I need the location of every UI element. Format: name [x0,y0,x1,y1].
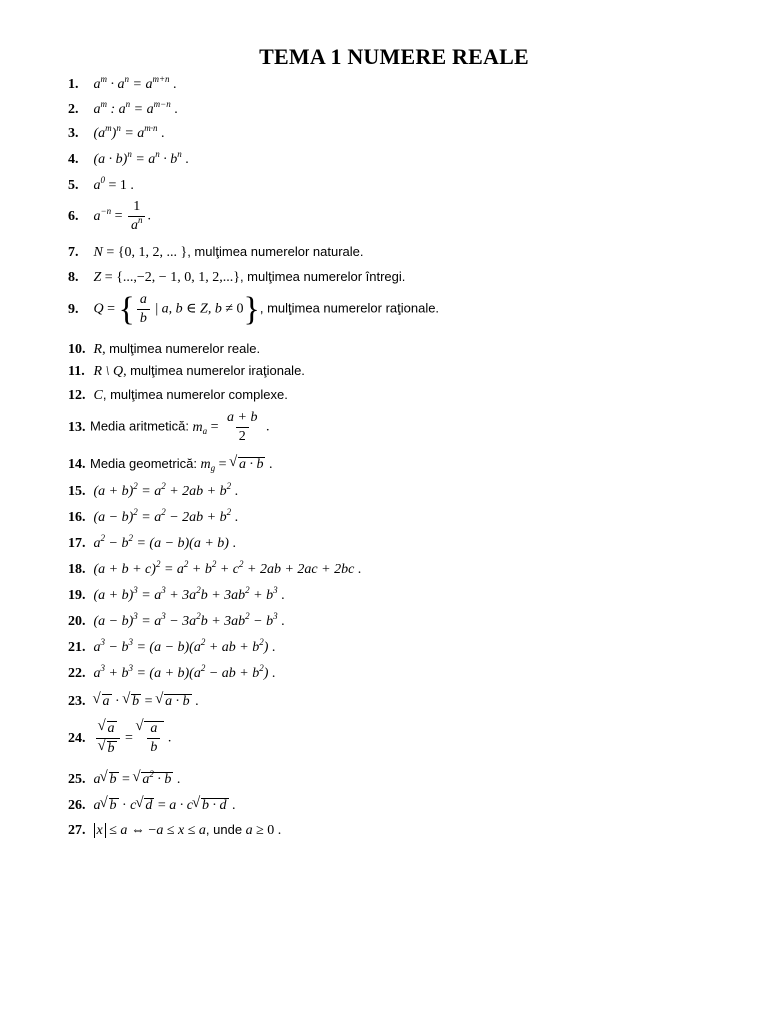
item-number: 4. [68,152,79,167]
formula-6: 6. $a^{-n}$ = $\frac{1}{a^n}$ . [68,199,151,233]
formula-8: 8. Z = {...,−2, − 1, 0, 1, 2,...}, mulţimea numerelor întregi. [68,269,406,285]
formula-3: 3. $(a^m)^n = a^{m\cdot n}$ . [68,123,165,141]
item-number: 24. [68,730,86,746]
item-text: , mulţimea numerelor complexe. [102,387,288,402]
item-number: 18. [68,562,86,577]
item-number: 19. [68,588,86,603]
formula-18: 18. $(a + b + c)^2 = a^2 + b^2 + c^2 + 2ab + 2ac + 2bc$ . [68,559,362,577]
item-number: 3. [68,126,79,141]
item-number: 26. [68,798,86,813]
formula-11: 11. R \ Q, mulţimea numerelor iraţionale. [68,363,305,379]
item-number: 7. [68,245,79,260]
formula-9: 9. Q = { $\frac{a}{b}$ | a, b ∈ Z, b ≠ 0}, mulţimea numerelor raţionale. [68,290,440,328]
item-number: 14. [68,457,86,472]
item-text: , mulţimea numerelor întregi. [239,269,406,284]
formula-14: 14. Media geometrică: $m_g$ = √ a · b . [68,457,272,472]
page-title: TEMA 1 NUMERE REALE [259,44,529,69]
formula-5: 5. $a^0 = 1$ . [68,175,134,193]
formula-19: 19. $(a + b)^3 = a^3 + 3a^2b + 3ab^2 + b^3$ . [68,585,285,603]
item-number: 6. [68,208,79,224]
formula-2: 2. $a^m$ : $a^n = a^{m-n}$ . [68,99,178,117]
formula-24: 24. √ a √ b = √ $\frac{a}{b}$ . [68,721,171,756]
formula-7: 7. N = {0, 1, 2, ... }, mulţimea numerelor naturale. [68,244,364,260]
formula-13: 13. Media aritmetică: $m_a$ = $\frac{a + b}{2}$ . [68,410,270,444]
formula-21: 21. $a^3 - b^3 = (a - b)(a^2$ + ab + $b^2$) . [68,637,276,655]
item-number: 2. [68,102,79,117]
item-number: 22. [68,666,86,681]
formula-4: 4. $(a \cdot b)^n = a^n \cdot b^n$ . [68,149,189,167]
formula-22: 22. $a^3 + b^3 = (a + b)(a^2$ − ab + $b^2$) . [68,663,276,681]
formula-25: 25. a√ b = √ $a^2 \cdot b$ . [68,772,180,787]
formula-16: 16. $(a - b)^2 = a^2 - 2ab + b^2$ . [68,507,239,525]
item-number: 17. [68,536,86,551]
item-text: mulţimea numerelor iraţionale. [130,363,305,378]
item-number: 10. [68,342,86,357]
item-text: , mulţimea numerelor raţionale. [259,300,440,316]
item-number: 20. [68,614,86,629]
item-number: 12. [68,388,86,403]
item-number: 23. [68,694,86,709]
item-text: , mulţimea numerelor naturale. [187,244,364,259]
item-text: Media aritmetică: [90,418,189,434]
formula-17: 17. $a^2 - b^2 = (a - b)(a + b)$ . [68,533,236,551]
item-text: , unde [205,822,243,837]
formula-27: 27. x ≤ a ⇔ −a ≤ x ≤ a, unde a ≥ 0 . [68,822,282,838]
item-number: 25. [68,772,86,787]
item-number: 9. [68,301,79,317]
item-text: mulţimea numerelor reale. [109,341,261,356]
item-number: 5. [68,178,79,193]
item-number: 13. [68,419,86,435]
item-number: 27. [68,823,86,838]
formula-10: 10. R, mulţimea numerelor reale. [68,341,261,357]
item-number: 8. [68,270,79,285]
item-number: 11. [68,364,85,379]
formula-26: 26. a√ b · c√ d = a · c√ b · d . [68,798,236,813]
item-number: 21. [68,640,86,655]
formula-20: 20. $(a - b)^3 = a^3 - 3a^2b + 3ab^2 - b^3$ . [68,611,285,629]
item-number: 16. [68,510,86,525]
item-number: 15. [68,484,86,499]
formula-12: 12. C, mulţimea numerelor complexe. [68,387,288,403]
formula-15: 15. $(a + b)^2 = a^2 + 2ab + b^2$ . [68,481,239,499]
formula-1: 1. $a^m \cdot a^n = a^{m+n}$ . [68,74,177,92]
formula-23: 23. √ a · √ b = √ a · b . [68,694,199,709]
item-text: Media geometrică: [90,456,197,471]
item-number: 1. [68,77,79,92]
